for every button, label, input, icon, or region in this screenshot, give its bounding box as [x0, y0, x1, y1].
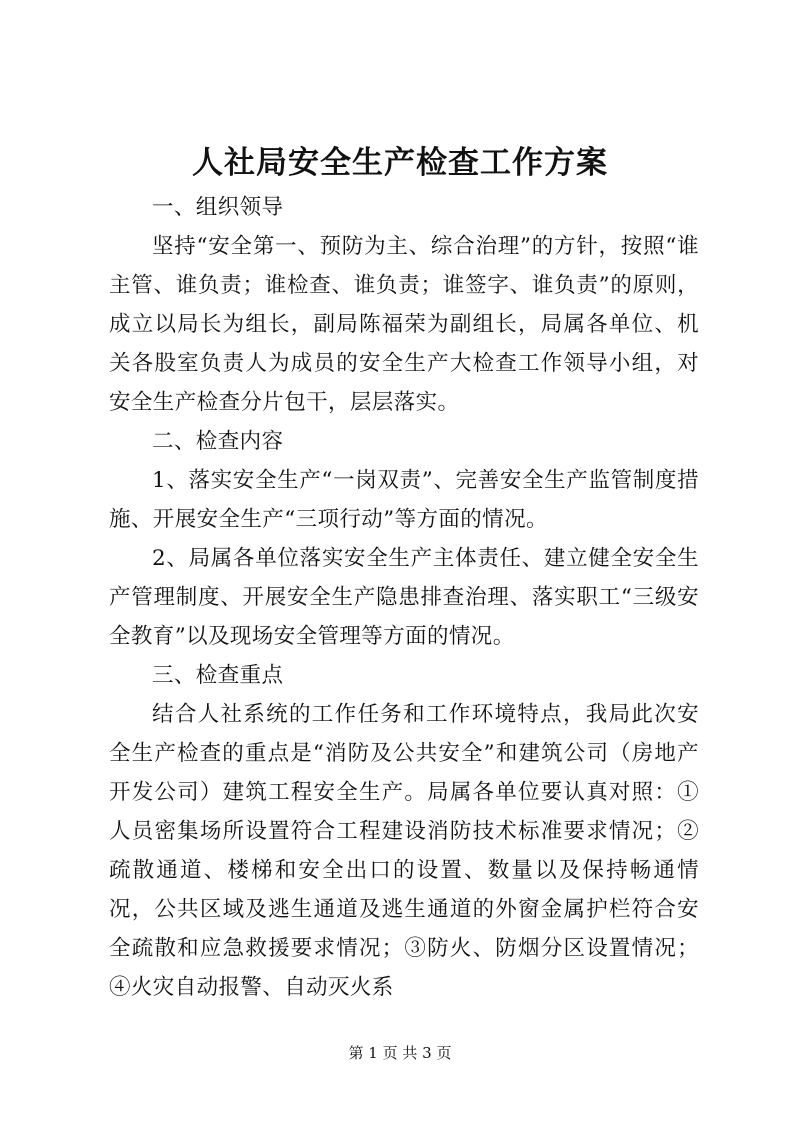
paragraph-content-item-2: 2、局属各单位落实安全生产主体责任、建立健全安全生产管理制度、开展安全生产隐患排查治理、落实职工“三级安全教育”以及现场安全管理等方面的情况。 [109, 546, 699, 649]
section-heading-focus: 三、检查重点 [152, 663, 284, 688]
document-body [109, 188, 699, 1007]
section-heading-content: 二、检查内容 [152, 429, 284, 454]
section-heading-organization: 一、组织领导 [152, 195, 284, 220]
paragraph-organization: 坚持“安全第一、预防为主、综合治理”的方针，按照“谁主管、谁负责；谁检查、谁负责；谁签字、谁负责”的原则，成立以局长为组长，副局陈福荣为副组长，局属各单位、机关各股室负责人为成员的安全生产大检查工作领导小组，对安全生产检查分片包干，层层落实。 [109, 234, 699, 415]
page-number-footer: 第 1 页 共 3 页 [348, 1044, 452, 1062]
paragraph-content-item-1: 1、落实安全生产“一岗双责”、完善安全生产监管制度措施、开展安全生产“三项行动”等方面的情况。 [109, 468, 699, 532]
document-title: 人社局安全生产检查工作方案 [192, 145, 608, 181]
paragraph-focus: 结合人社系统的工作任务和工作环境特点，我局此次安全生产检查的重点是“消防及公共安全”和建筑公司（房地产开发公司）建筑工程安全生产。局属各单位要认真对照：①人员密集场所设置符合工程建设消防技术标准要求情况；②疏散通道、楼梯和安全出口的设置、数量以及保持畅通情况，公共区域及逃生通道及逃生通道的外窗金属护栏符合安全疏散和应急救援要求情况；③防火、防烟分区设置情况；④火灾自动报警、自动灭火系 [109, 702, 699, 1000]
